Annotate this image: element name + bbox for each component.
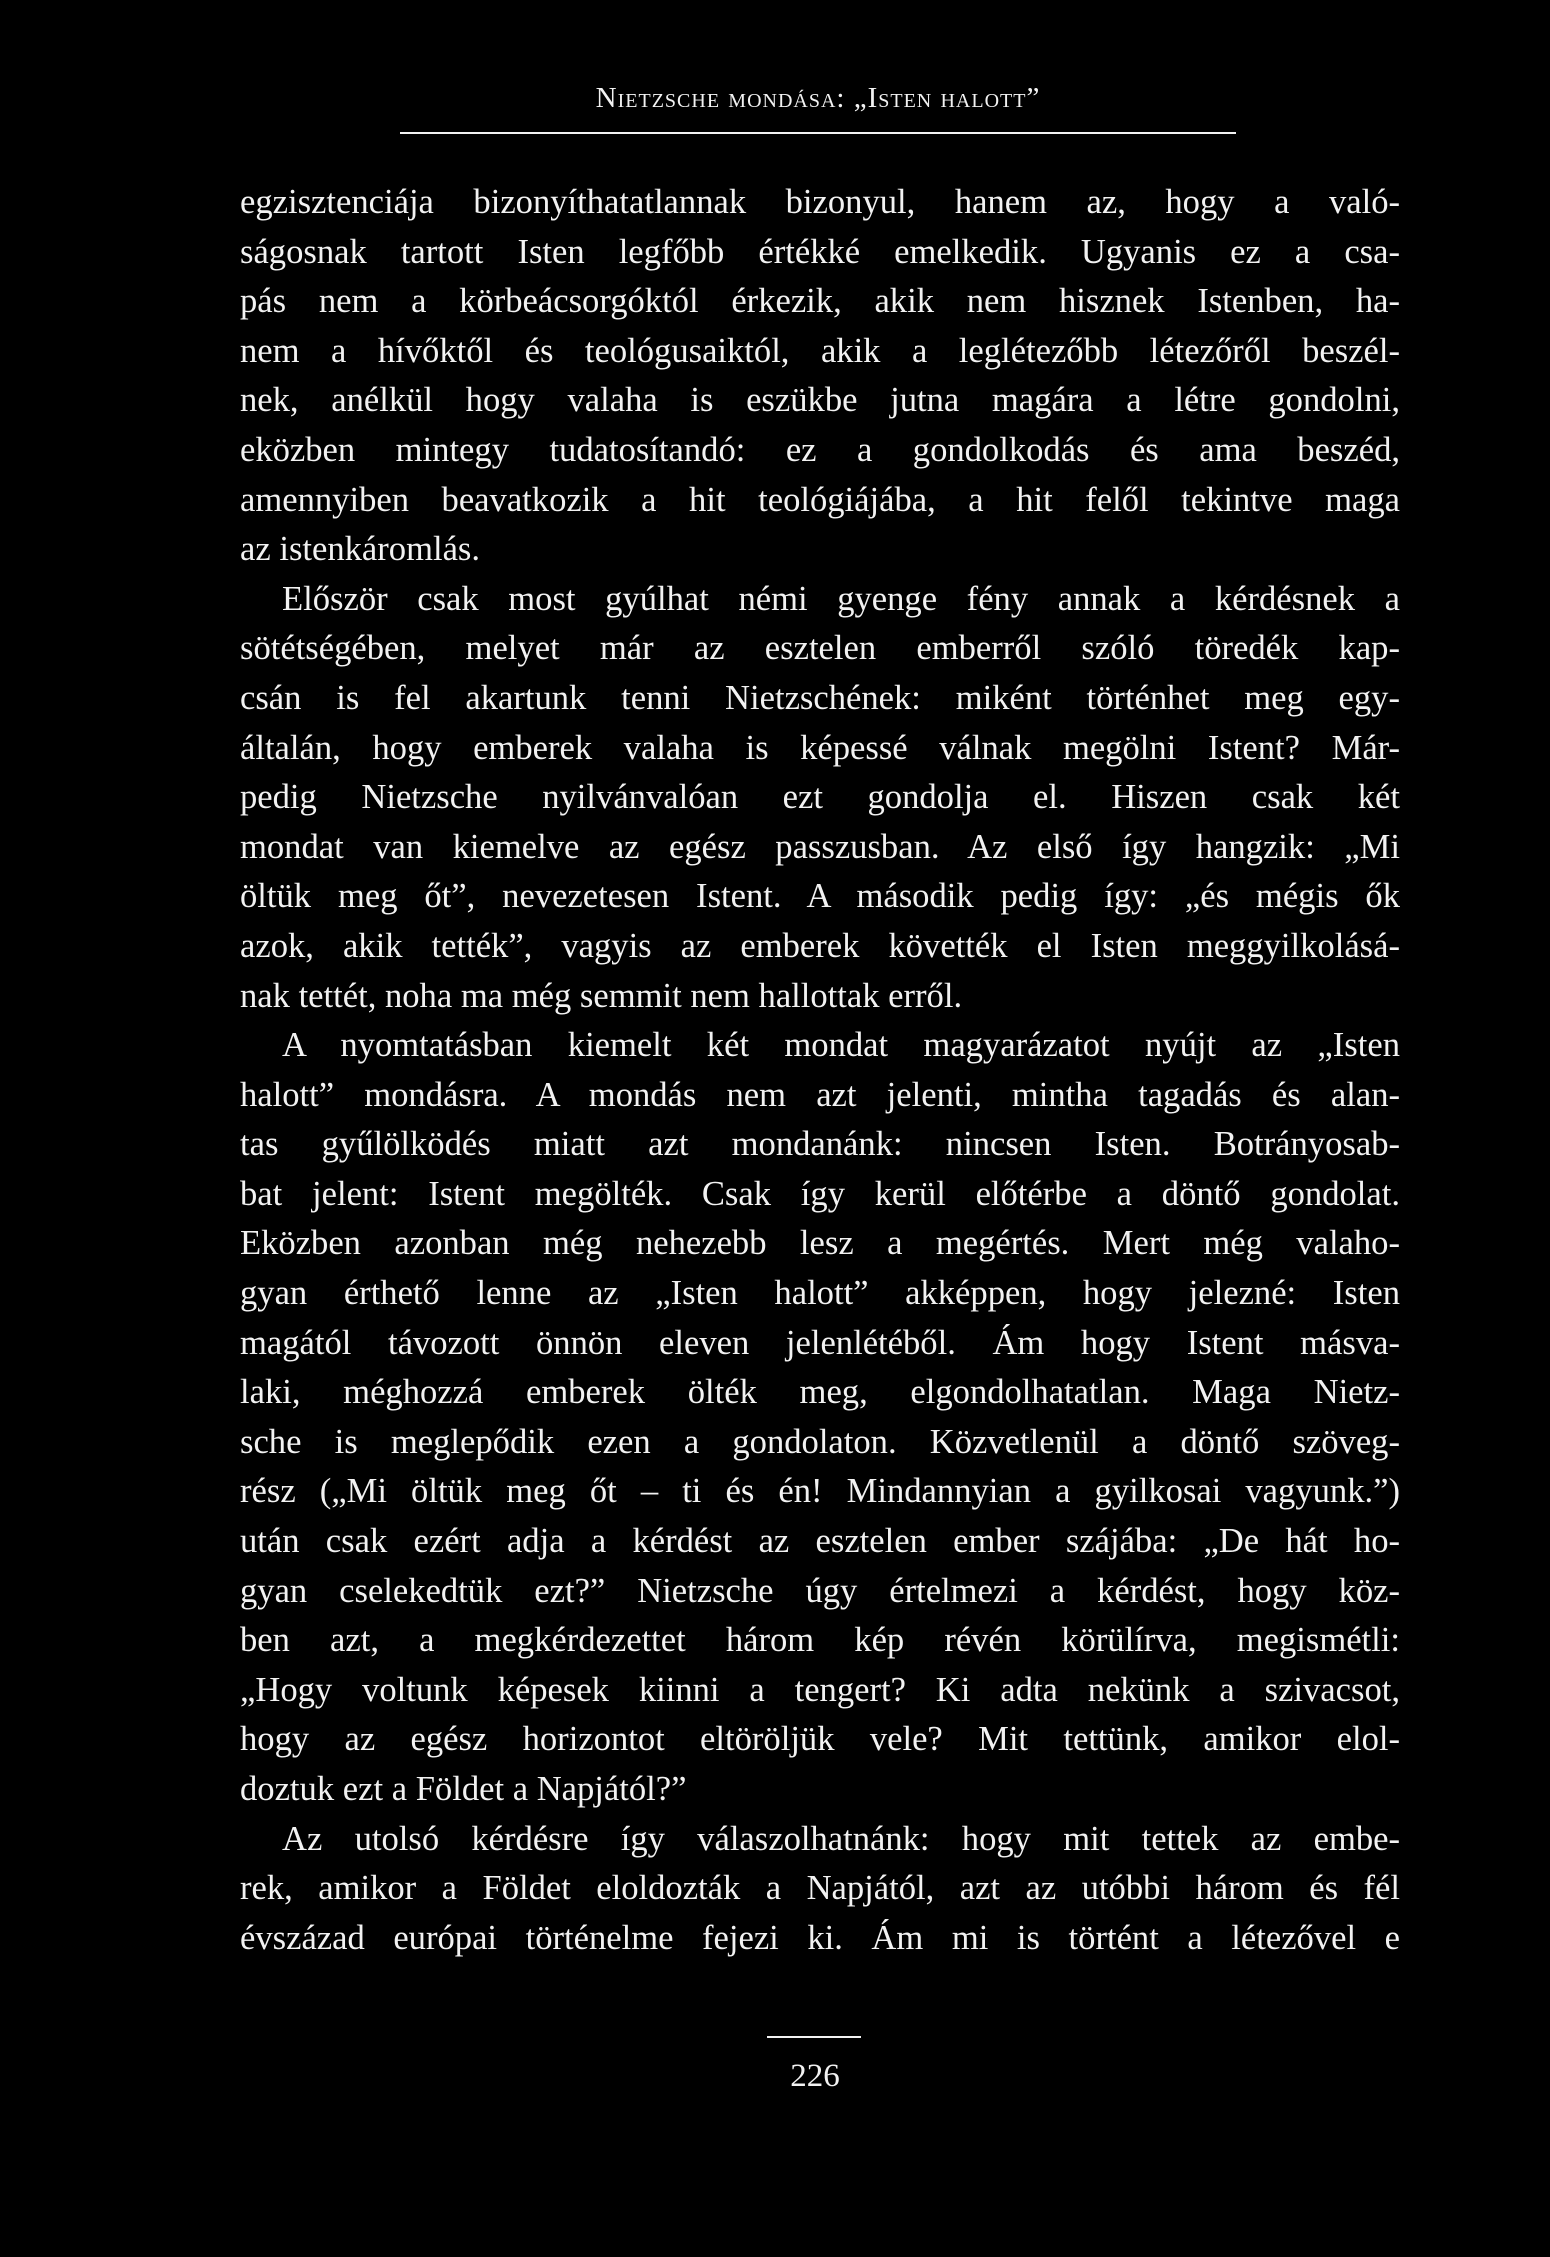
text-line: Eközben azonban még nehezebb lesz a megértés. Mert még valaho- — [240, 1224, 1400, 1263]
text-line: pedig Nietzsche nyilvánvalóan ezt gondolja el. Hiszen csak két — [240, 778, 1400, 817]
text-line: mondat van kiemelve az egész passzusban. Az első így hangzik: „Mi — [240, 827, 1400, 866]
text-line: sötétségében, melyet már az esztelen emberről szóló töredék kap- — [240, 629, 1400, 668]
text-line: magától távozott önnön eleven jelenlétéből. Ám hogy Istent másva- — [240, 1323, 1400, 1362]
text-line: gyan érthető lenne az „Isten halott” akképpen, hogy jelezné: Isten — [240, 1274, 1400, 1313]
text-line: azok, akik tették”, vagyis az emberek követték el Isten meggyilkolásá- — [240, 926, 1400, 965]
text-line: rek, amikor a Földet eloldozták a Napjától, azt az utóbbi három és fél — [240, 1869, 1400, 1908]
text-line: ságosnak tartott Isten legfőbb értékké emelkedik. Ugyanis ez a csa- — [240, 232, 1400, 271]
text-line: évszázad európai történelme fejezi ki. Ám mi is történt a létezővel e — [240, 1918, 1400, 1957]
text-line: nek, anélkül hogy valaha is eszükbe jutna magára a létre gondolni, — [240, 381, 1400, 420]
text-line: eközben mintegy tudatosítandó: ez a gondolkodás és ama beszéd, — [240, 430, 1400, 469]
text-line: sche is meglepődik ezen a gondolaton. Közvetlenül a döntő szöveg- — [240, 1422, 1400, 1461]
text-line: egzisztenciája bizonyíthatatlannak bizonyul, hanem az, hogy a való- — [240, 183, 1400, 221]
text-line: A nyomtatásban kiemelt két mondat magyarázatot nyújt az „Isten — [282, 1026, 1400, 1065]
text-line: az istenkáromlás. — [240, 530, 481, 569]
text-line: „Hogy voltunk képesek kiinni a tengert? Ki adta nekünk a szivacsot, — [240, 1670, 1400, 1709]
text-line: halott” mondásra. A mondás nem azt jelenti, mintha tagadás és alan- — [240, 1075, 1400, 1114]
text-line: csán is fel akartunk tenni Nietzschének: miként történhet meg egy- — [240, 678, 1400, 717]
text-line: tas gyűlölködés miatt azt mondanánk: nincsen Isten. Botrányosab- — [240, 1125, 1400, 1164]
text-line: doztuk ezt a Földet a Napjától?” — [240, 1770, 687, 1808]
text-line: ben azt, a megkérdezettet három kép révén körülírva, megismétli: — [240, 1621, 1400, 1660]
text-line: bat jelent: Istent megölték. Csak így kerül előtérbe a döntő gondolat. — [240, 1174, 1400, 1213]
text-line: rész („Mi öltük meg őt – ti és én! Mindannyian a gyilkosai vagyunk.”) — [240, 1472, 1400, 1511]
body-text — [240, 178, 1400, 1963]
text-line: Az utolsó kérdésre így válaszolhatnánk: hogy mit tettek az embe- — [282, 1819, 1400, 1858]
text-line: nem a hívőktől és teológusaiktól, akik a leglétezőbb létezőről beszél- — [240, 331, 1400, 370]
text-line: pás nem a körbeácsorgóktól érkezik, akik nem hisznek Istenben, ha- — [240, 282, 1400, 321]
text-line: Először csak most gyúlhat némi gyenge fény annak a kérdésnek a — [282, 579, 1400, 618]
text-line: nak tettét, noha ma még semmit nem hallottak erről. — [240, 976, 963, 1015]
header-rule — [400, 132, 1236, 134]
text-line: amennyiben beavatkozik a hit teológiájába, a hit felől tekintve maga — [240, 480, 1400, 519]
text-line: általán, hogy emberek valaha is képessé válnak megölni Istent? Már- — [240, 728, 1400, 767]
text-line: után csak ezért adja a kérdést az esztelen ember szájába: „De hát ho- — [240, 1522, 1400, 1561]
footer-rule — [767, 2036, 861, 2038]
running-head: Nietzsche mondása: „Isten halott” — [595, 82, 1041, 114]
text-line: laki, méghozzá emberek ölték meg, elgondolhatatlan. Maga Nietz- — [240, 1373, 1400, 1412]
page-number: 226 — [790, 2058, 840, 2094]
text-line: gyan cselekedtük ezt?” Nietzsche úgy értelmezi a kérdést, hogy köz- — [240, 1571, 1400, 1610]
text-line: hogy az egész horizontot eltöröljük vele? Mit tettünk, amikor elol- — [240, 1720, 1400, 1759]
text-line: öltük meg őt”, nevezetesen Istent. A második pedig így: „és mégis ők — [240, 877, 1400, 916]
